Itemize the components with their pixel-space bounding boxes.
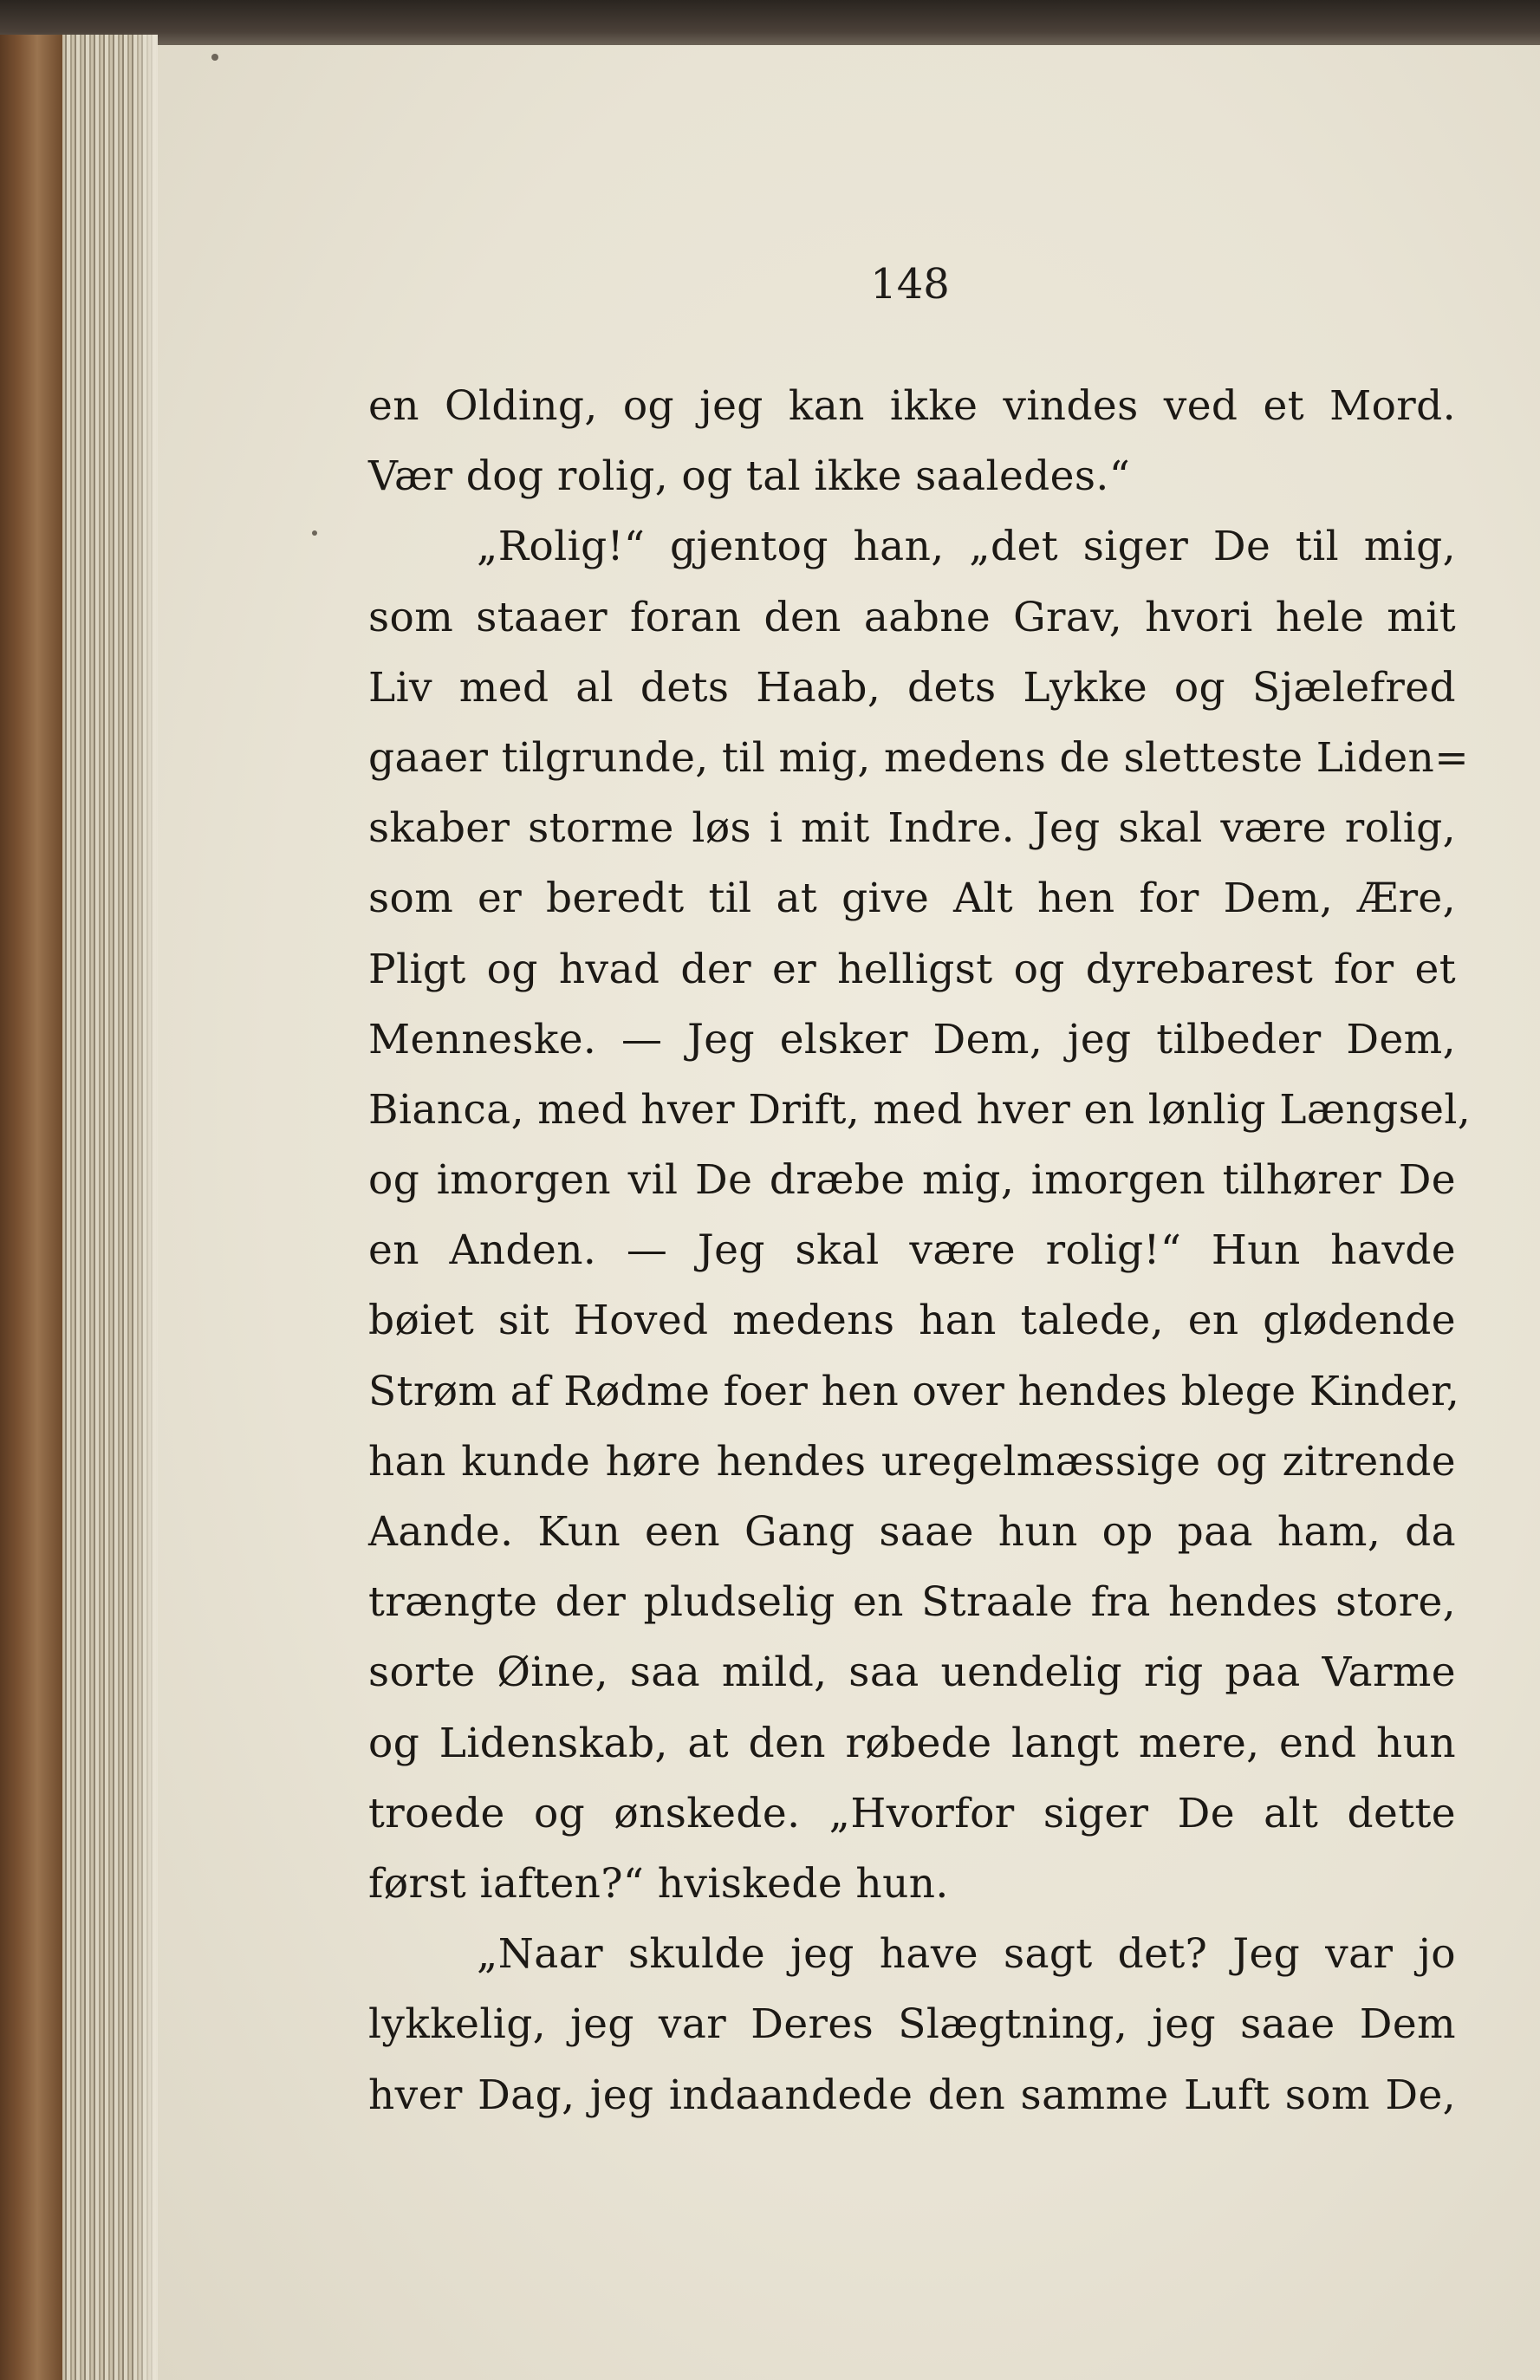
text-line: troede og ønskede. „Hvorfor siger De alt dette [368,1789,1456,1837]
text-line: en Olding, og jeg kan ikke vindes ved et Mord. [368,382,1456,430]
text-line: først iaften?“ hviskede hun. [368,1859,949,1908]
text-line: Liv med al dets Haab, dets Lykke og Sjælefred [368,663,1456,712]
book-spine [0,35,62,2380]
text-line: gaaer tilgrunde, til mig, medens de sletteste Liden= [368,733,1469,782]
text-line: Strøm af Rødme foer hen over hendes blege Kinder, [368,1367,1460,1415]
text-line: som er beredt til at give Alt hen for Dem, Ære, [368,875,1456,923]
text-line: Pligt og hvad der er helligst og dyrebarest for et [368,945,1456,993]
text-line: skaber storme løs i mit Indre. Jeg skal være rolig, [368,804,1456,853]
text-line: han kunde høre hendes uregelmæssige og zitrende [368,1437,1456,1486]
text-line: Bianca, med hver Drift, med hver en lønlig Længsel, [368,1085,1472,1134]
text-line: hver Dag, jeg indaandede den samme Luft som De, [368,2071,1456,2119]
text-line: Vær dog rolig, og tal ikke saaledes.“ [368,452,1131,501]
text-line: bøiet sit Hoved medens han talede, en glødende [368,1297,1456,1345]
paper-speck [211,54,218,61]
text-line: og Lidenskab, at den røbede langt mere, end hun [368,1719,1456,1767]
book-cover-edge [0,0,1540,45]
text-line: sorte Øine, saa mild, saa uendelig rig paa Varme [368,1648,1456,1697]
text-line: „Naar skulde jeg have sagt det? Jeg var jo [477,1930,1456,1979]
text-line: Aande. Kun een Gang saae hun op paa ham, da [368,1508,1456,1556]
text-line: en Anden. — Jeg skal være rolig!“ Hun havde [368,1226,1456,1275]
paper-speck [312,530,317,536]
text-line: og imorgen vil De dræbe mig, imorgen tilhører De [368,1156,1456,1205]
text-line: som staaer foran den aabne Grav, hvori hele mit [368,593,1456,641]
text-line: trængte der pludselig en Straale fra hendes store, [368,1578,1456,1627]
text-line: „Rolig!“ gjentog han, „det siger De til mig, [477,523,1456,571]
page-edges [62,35,158,2380]
page-number: 148 [870,260,950,309]
text-line: lykkelig, jeg var Deres Slægtning, jeg saae Dem [368,2000,1456,2049]
body-text [368,371,1472,2130]
text-line: Menneske. — Jeg elsker Dem, jeg tilbeder Dem, [368,1015,1456,1063]
